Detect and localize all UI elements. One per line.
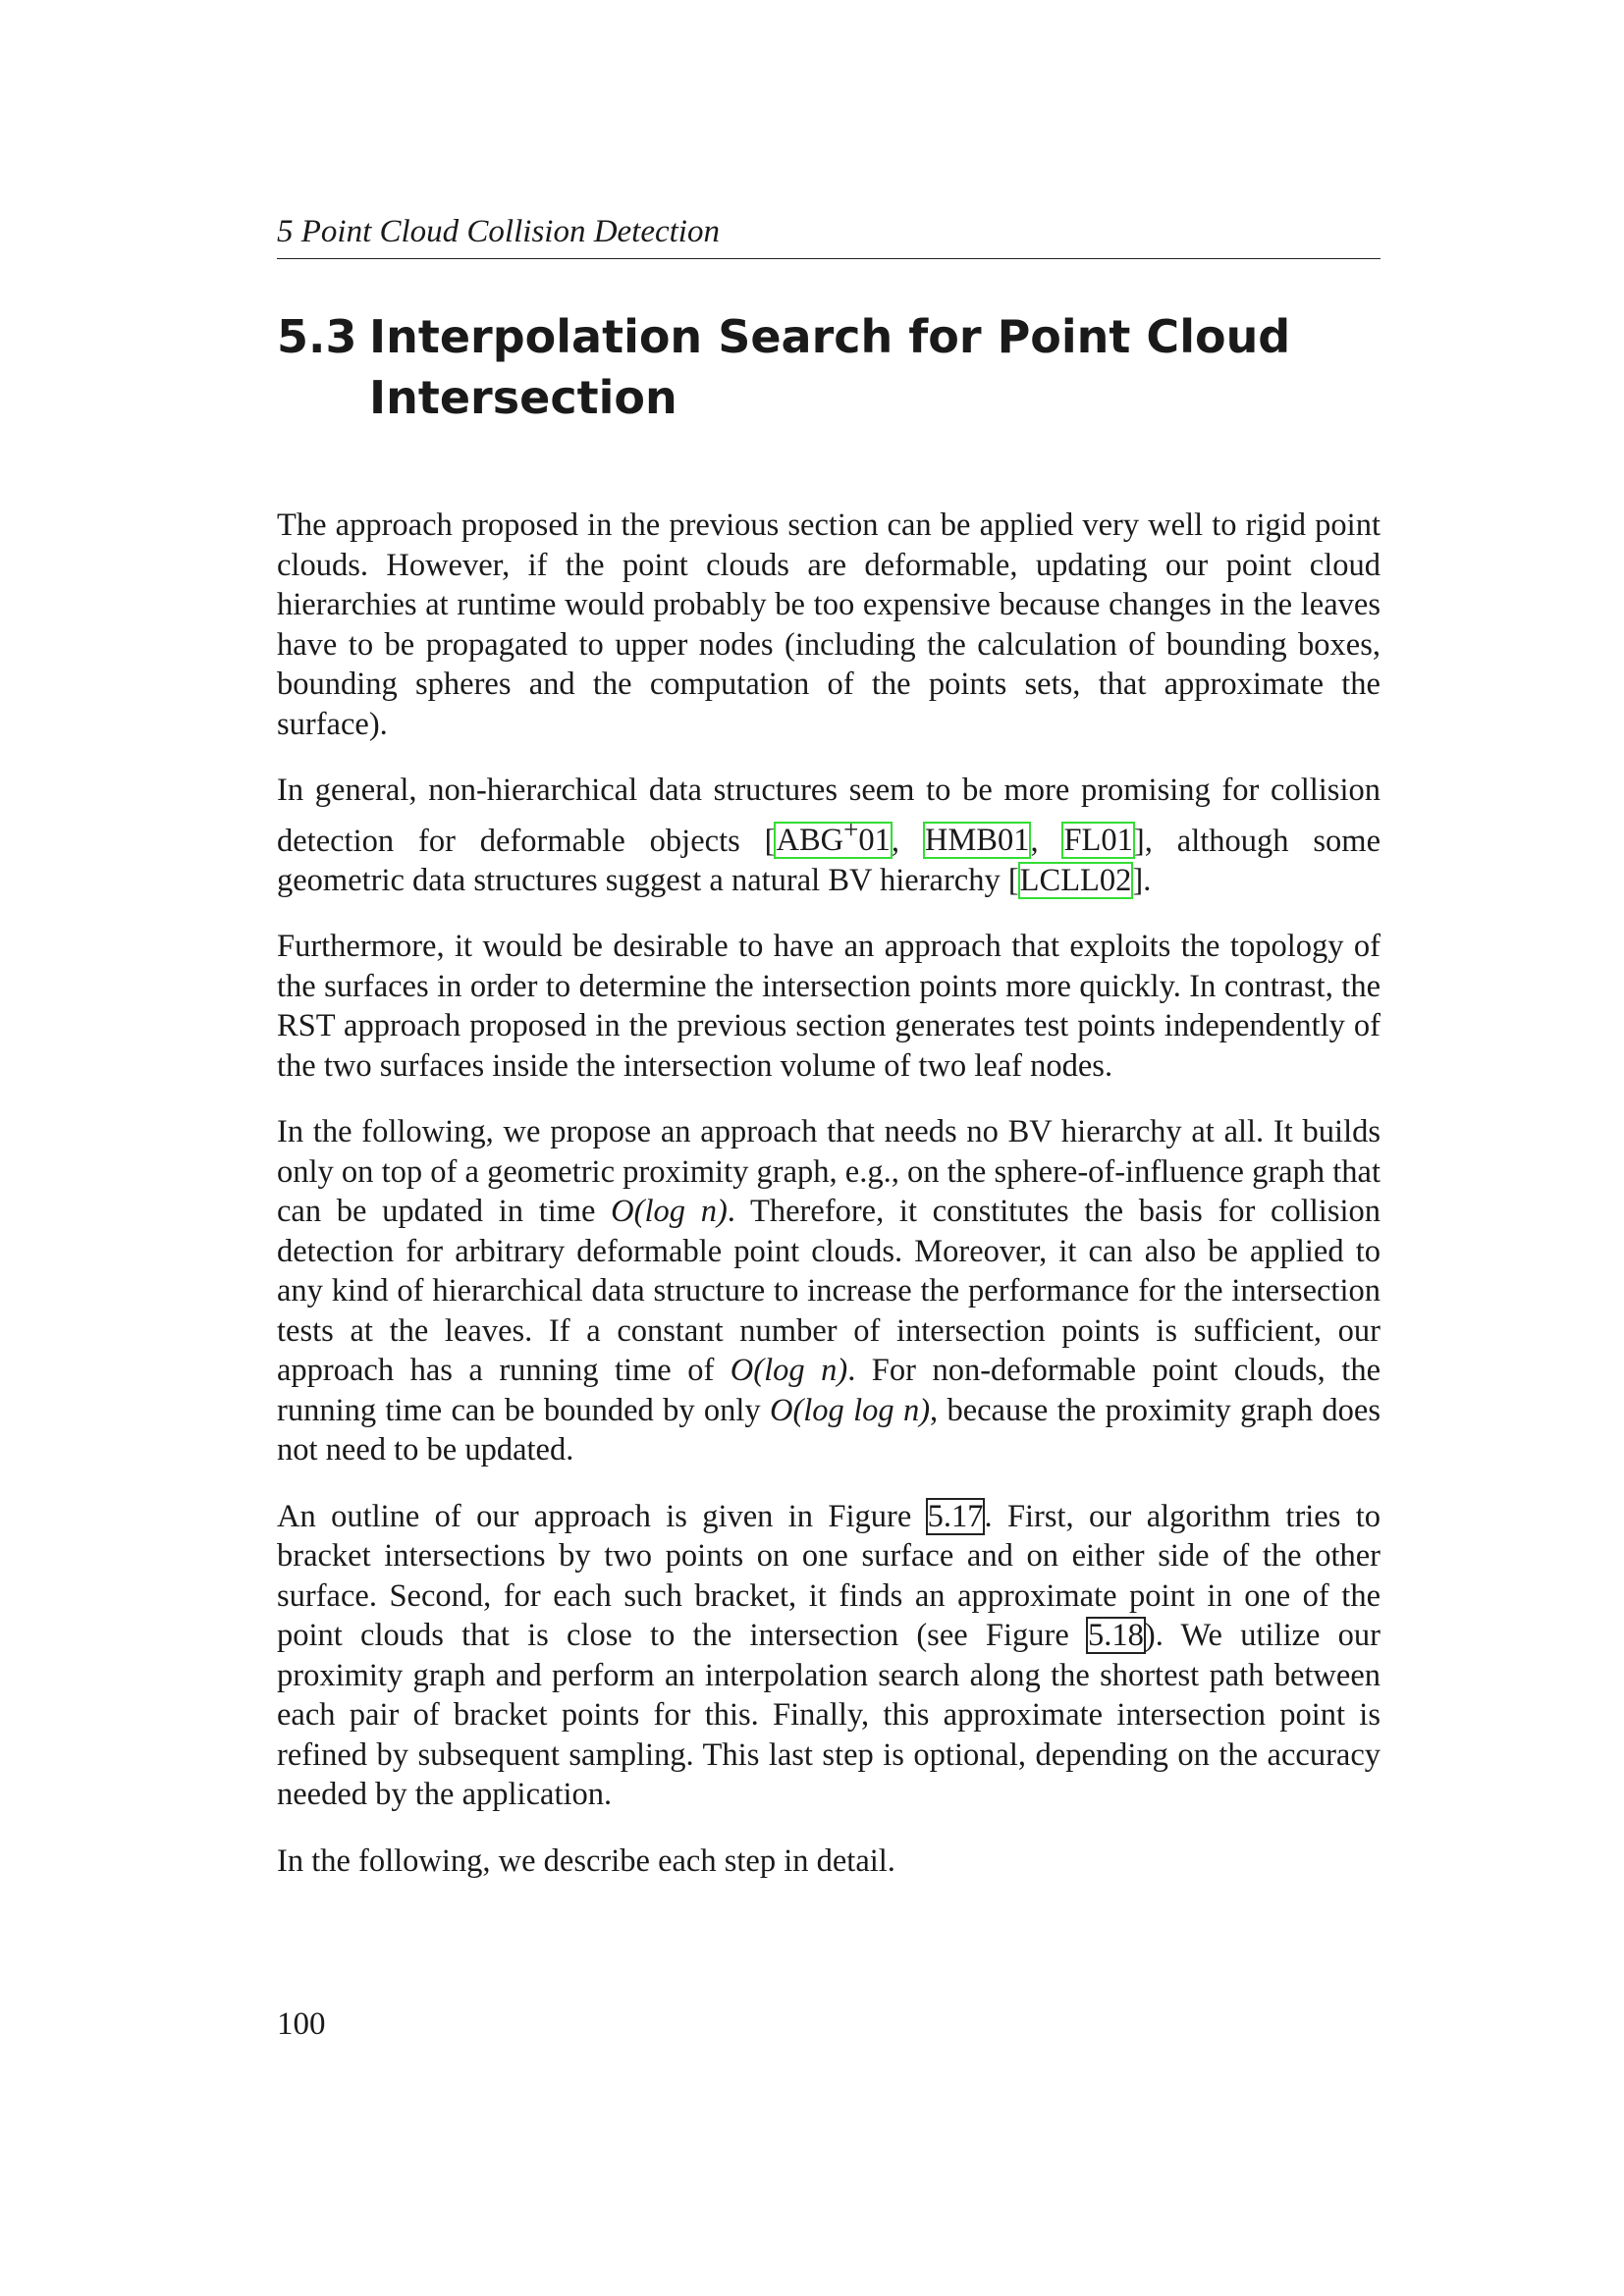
math-o-log-n-2: O(log n) bbox=[730, 1353, 848, 1389]
paragraph-4-text-a: In the following, we propose an approach that needs no BV hierarchy at all. It builds only on top of a geometric proximity graph, e.g., on the sphere-of-influence graph that can be updated in time bbox=[277, 1114, 1380, 1230]
page-number: 100 bbox=[277, 2006, 326, 2042]
citation-separator: , bbox=[891, 823, 924, 859]
citation-abg01-sup: + bbox=[843, 815, 859, 845]
section-number: 5.3 bbox=[277, 310, 357, 363]
paragraph-5-text-b: . First, our algorithm tries to bracket intersections by two points on one surface and on either side of the other surface. Second, for each such bracket, it finds an approximate point in one of the point clouds that is close to the intersection (see Figure bbox=[277, 1498, 1380, 1654]
paragraph-2-text-c: ]. bbox=[1132, 862, 1152, 898]
figure-ref-5-18[interactable]: 5.18 bbox=[1088, 1618, 1144, 1654]
citation-abg01-tail: 01 bbox=[858, 823, 891, 859]
paragraph-2 bbox=[277, 771, 1380, 900]
paragraph-4-text-b: . Therefore, it constitutes the basis for collision detection for arbitrary deformable point clouds. Moreover, it can also be applied to any kind of hierarchical data structure to increase the performance for the intersection tests at the leaves. If a constant number of intersection points is sufficient, our approach has a running time of bbox=[277, 1194, 1380, 1389]
section-heading bbox=[277, 306, 1380, 428]
citation-abg01-label: ABG bbox=[776, 823, 844, 859]
citation-fl01[interactable]: FL01 bbox=[1063, 823, 1133, 859]
paragraph-4 bbox=[277, 1112, 1380, 1470]
citation-lcll02[interactable]: LCLL02 bbox=[1019, 862, 1132, 898]
paragraph-5-text-a: An outline of our approach is given in Figure bbox=[277, 1498, 927, 1534]
paragraph-4-text-c: . For non-deformable point clouds, the running time can be bounded by only bbox=[277, 1353, 1380, 1428]
math-o-log-n: O(log n) bbox=[611, 1194, 728, 1230]
paragraph-1: The approach proposed in the previous section can be applied very well to rigid point clouds. However, if the point clouds are deformable, updating our point cloud hierarchies at runtime would probably be too expensive because changes in the leaves have to be propagated to upper nodes (including the calculation of bounding boxes, bounding spheres and the computation of the points sets, that approximate the surface). bbox=[277, 507, 1380, 742]
section-title-line2: Intersection bbox=[369, 371, 677, 424]
paragraph-3: Furthermore, it would be desirable to have an approach that exploits the topology of the surfaces in order to determine the intersection points more quickly. In contrast, the RST approach proposed in the previous section generates test points independently of the two surfaces inside the intersection volume of two leaf nodes. bbox=[277, 929, 1380, 1084]
citation-separator: , bbox=[1030, 823, 1063, 859]
paragraph-5-text-c: ). We utilize our proximity graph and perform an interpolation search along the shortest path between each pair of bracket points for this. Finally, this approximate intersection point is refined by subsequent sampling. This last step is optional, depending on the accuracy needed by the application. bbox=[277, 1618, 1381, 1813]
figure-ref-5-17[interactable]: 5.17 bbox=[927, 1498, 984, 1534]
math-o-log-log-n: O(log log n) bbox=[769, 1392, 931, 1428]
paragraph-6: In the following, we describe each step in detail. bbox=[277, 1842, 895, 1879]
body-text bbox=[277, 506, 1380, 1907]
section-title-line1: Interpolation Search for Point Cloud bbox=[369, 310, 1291, 363]
running-head: 5 Point Cloud Collision Detection bbox=[277, 214, 1380, 259]
paragraph-5 bbox=[277, 1497, 1380, 1815]
citation-hmb01[interactable]: HMB01 bbox=[924, 823, 1030, 859]
citation-abg01[interactable] bbox=[775, 815, 891, 859]
paragraph-2-text-b: ], although some geometric data structures suggest a natural BV hierarchy [ bbox=[277, 823, 1381, 898]
paragraph-4-text-d: , because the proximity graph does not need to be updated. bbox=[277, 1392, 1380, 1468]
paragraph-2-text-a: In general, non-hierarchical data structures seem to be more promising for collision detection for deformable objects [ bbox=[277, 773, 1380, 859]
